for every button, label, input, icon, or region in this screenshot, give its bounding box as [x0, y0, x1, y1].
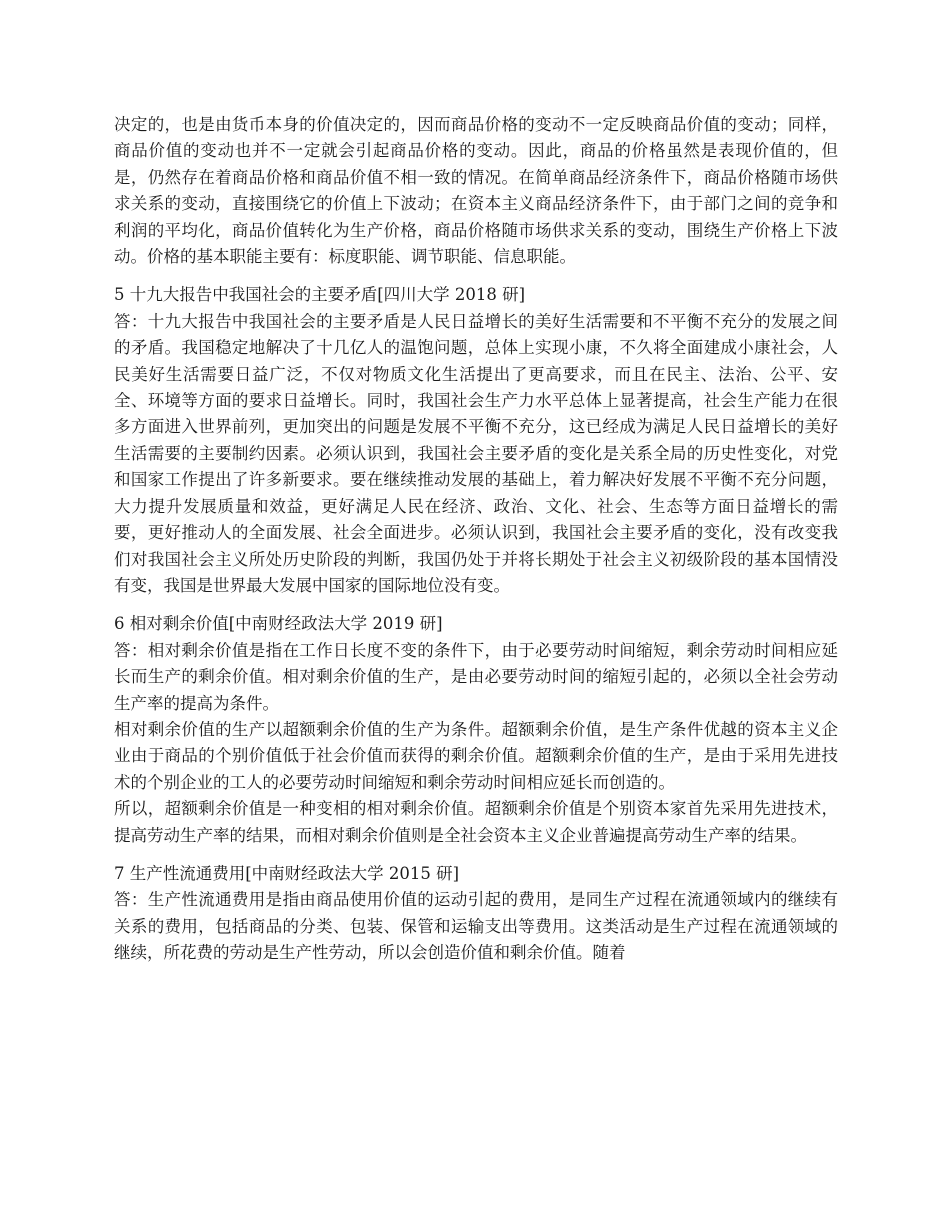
q6-paragraph-3: 所以，超额剩余价值是一种变相的相对剩余价值。超额剩余价值是个别资本家首先采用先进技术，提高劳动生产率的结果，而相对剩余价值则是全社会资本主义企业普遍提高劳动生产率的结果。 — [114, 799, 838, 845]
document-page — [114, 112, 838, 967]
section-q6 — [114, 611, 838, 849]
q7-answer: 答：生产性流通费用是指由商品使用价值的运动引起的费用，是同生产过程在流通领域内的继续有关系的费用，包括商品的分类、包装、保管和运输支出等费用。这类活动是生产过程在流通领域的继续，所花费的劳动是生产性劳动，所以会创造价值和剩余价值。随着 — [114, 890, 838, 963]
q7-heading: 7 生产性流通费用[中南财经政法大学 2015 研] — [114, 863, 460, 883]
section-q7 — [114, 861, 838, 967]
q5-answer: 答：十九大报告中我国社会的主要矛盾是人民日益增长的美好生活需要和不平衡不充分的发展之间的矛盾。我国稳定地解决了十几亿人的温饱问题，总体上实现小康，不久将全面建成小康社会，人民美好生活需要日益广泛，不仅对物质文化生活提出了更高要求，而且在民主、法治、公平、安全、环境等方面的要求日益增长。同时，我国社会生产力水平总体上显著提高，社会生产能力在很多方面进入世界前列，更加突出的问题是发展不平衡不充分，这已经成为满足人民日益增长的美好生活需要的主要制约因素。必须认识到，我国社会主要矛盾的变化是关系全局的历史性变化，对党和国家工作提出了许多新要求。要在继续推动发展的基础上，着力解决好发展不平衡不充分问题，大力提升发展质量和效益，更好满足人民在经济、政治、文化、社会、生态等方面日益增长的需要，更好推动人的全面发展、社会全面进步。必须认识到，我国社会主要矛盾的变化，没有改变我们对我国社会主义所处历史阶段的判断，我国仍处于并将长期处于社会主义初级阶段的基本国情没有变，我国是世界最大发展中国家的国际地位没有变。 — [114, 311, 838, 595]
section-q5 — [114, 282, 838, 599]
q6-heading: 6 相对剩余价值[中南财经政法大学 2019 研] — [114, 614, 443, 634]
q6-paragraph-2: 相对剩余价值的生产以超额剩余价值的生产为条件。超额剩余价值，是生产条件优越的资本主义企业由于商品的个别价值低于社会价值而获得的剩余价值。超额剩余价值的生产，是由于采用先进技术的个别企业的工人的必要劳动时间缩短和剩余劳动时间相应延长而创造的。 — [114, 719, 838, 792]
q6-answer: 答：相对剩余价值是指在工作日长度不变的条件下，由于必要劳动时间缩短，剩余劳动时间相应延长而生产的剩余价值。相对剩余价值的生产，是由必要劳动时间的缩短引起的，必须以全社会劳动生产率的提高为条件。 — [114, 640, 838, 713]
intro-paragraph: 决定的，也是由货币本身的价值决定的，因而商品价格的变动不一定反映商品价值的变动；同样，商品价值的变动也并不一定就会引起商品价格的变动。因此，商品的价格虽然是表现价值的，但是，仍然存在着商品价格和商品价值不相一致的情况。在简单商品经济条件下，商品价格随市场供求关系的变动，直接围绕它的价值上下波动；在资本主义商品经济条件下，由于部门之间的竞争和利润的平均化，商品价值转化为生产价格，商品价格随市场供求关系的变动，围绕生产价格上下波动。价格的基本职能主要有：标度职能、调节职能、信息职能。 — [114, 115, 838, 267]
q5-heading: 5 十九大报告中我国社会的主要矛盾[四川大学 2018 研] — [114, 285, 526, 305]
